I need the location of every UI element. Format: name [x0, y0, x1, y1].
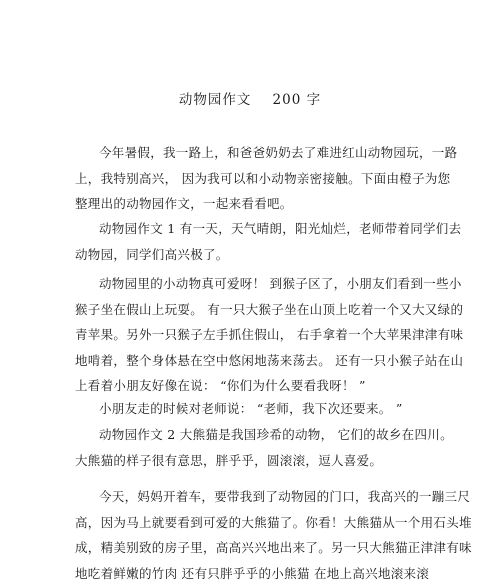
text-line: 青苹果。另外一只猴子左手抓住假山， 右手拿着一个大苹果津津有味 — [75, 322, 435, 348]
text-line: 今天，妈妈开着车，要带我到了动物园的门口，我高兴的一蹦三尺 — [75, 484, 435, 510]
text-line: 地吃着鲜嫩的竹肉 还有只胖乎乎的小熊猫 在地上高兴地滚来滚 — [75, 561, 435, 586]
paragraph-intro — [75, 140, 435, 217]
text-line: 整理出的动物园作文，一起来看看吧。 — [75, 191, 435, 217]
text-line: 成，精美别致的房子里，高高兴兴地出来了。另一只大熊猫正津津有味 — [75, 535, 435, 561]
text-line: 上看着小朋友好像在说： “你们为什么要看我呀！ ” — [75, 373, 435, 399]
text-line: 动物园里的小动物真可爱呀！ 到猴子区了，小朋友们看到一些小 — [75, 271, 435, 297]
paragraph-essay-1-intro — [75, 216, 435, 267]
text-line: 动物园作文 1 有一天，天气晴朗，阳光灿烂，老师带着同学们去 — [75, 216, 435, 242]
text-line: 高，因为马上就要看到可爱的大熊猫了。你看！大熊猫从一个用石头堆 — [75, 510, 435, 536]
text-line: 今年暑假，我一路上，和爸爸奶奶去了难进红山动物园玩，一路 — [75, 140, 435, 166]
text-line: 上，我特别高兴， 因为我可以和小动物亲密接触。下面由橙子为您 — [75, 166, 435, 192]
text-line: 猴子坐在假山上玩耍。 有一只大猴子坐在山顶上吃着一个又大又绿的 — [75, 297, 435, 323]
paragraph-panda-visit — [75, 484, 435, 586]
text-line: 大熊猫的样子很有意思，胖乎乎，圆滚滚，逗人喜爱。 — [75, 448, 435, 474]
text-line: 动物园作文 2 大熊猫是我国珍希的动物， 它们的故乡在四川。 — [75, 422, 435, 448]
paragraph-essay-2-panda — [75, 422, 435, 473]
text-line: 小朋友走的时候对老师说： “老师，我下次还要来。 ” — [75, 396, 435, 422]
text-line: 地啃着，整个身体悬在空中悠闲地荡来荡去。 还有一只小猴子站在山 — [75, 348, 435, 374]
document-title: 动物园作文 200 字 — [0, 88, 500, 108]
paragraph-leaving — [75, 396, 435, 422]
text-line: 动物园，同学们高兴极了。 — [75, 242, 435, 268]
paragraph-monkeys — [75, 271, 435, 399]
